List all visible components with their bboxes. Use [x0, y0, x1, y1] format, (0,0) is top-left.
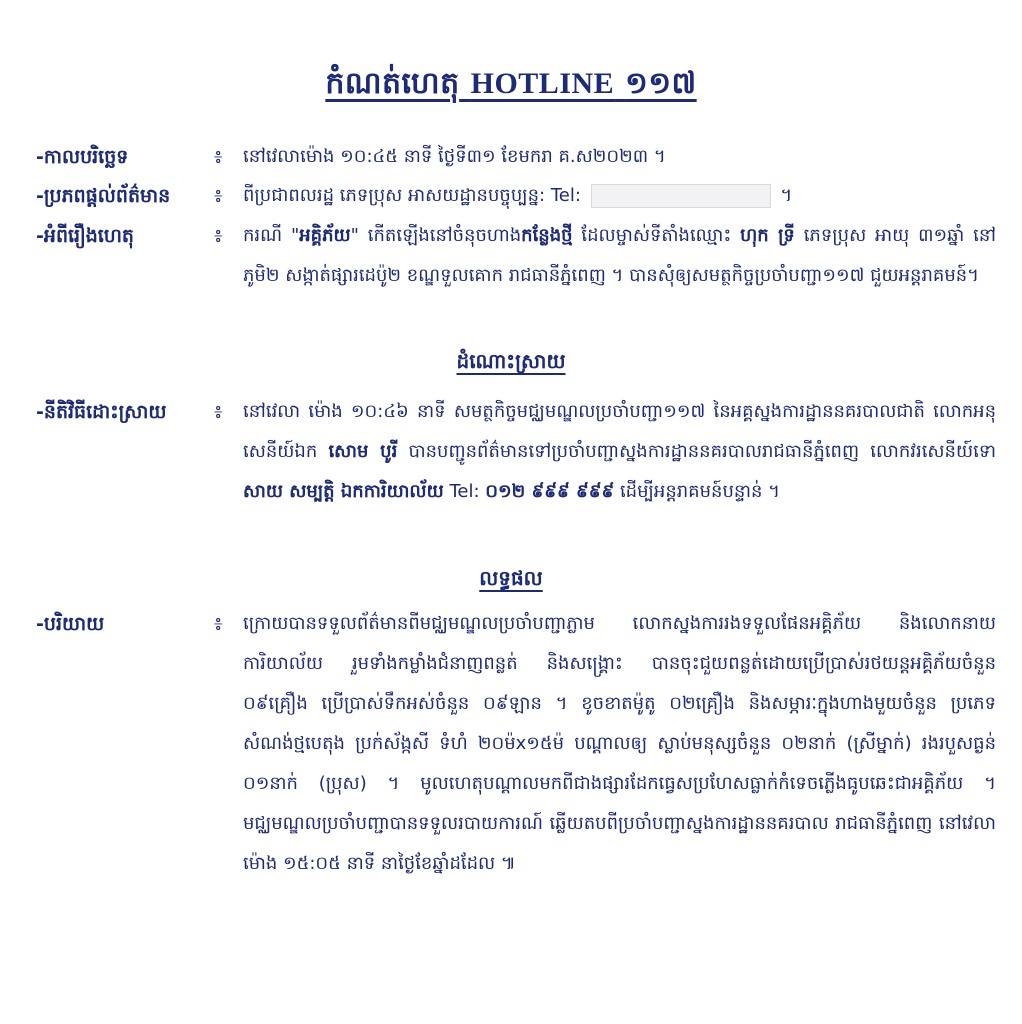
solution-officer1: សោម បូរី — [328, 441, 398, 462]
title-hotline: HOTLINE — [470, 67, 615, 100]
field-time-text: នៅវេលាម៉ោង ១០:៤៥ នាទី ថ្ងៃទី៣១ ខែមករា គ.ស២០២៣ ។ — [243, 146, 666, 167]
field-incident-colon: ៖ — [214, 225, 223, 247]
incident-text-c: ដែលម្ចាស់ទីតាំងឈ្មោះ — [572, 225, 741, 246]
field-solution-colon: ៖ — [214, 401, 223, 423]
incident-text-a: ករណី " — [243, 225, 300, 246]
solution-text-c: Tel: — [443, 481, 486, 502]
incident-text-d: ភេទប្រុស អាយុ ៣១ឆ្នាំ នៅភូមិ២ សង្កាត់ផ្សារដេប៉ូ២ ខណ្ឌទួលគោក រាជធានីភ្នំពេញ ។ បានសុំឲ្យសមត្ថកិច្ចប្រចាំបញ្ជា១១៧ ជួយអន្តរាគមន៍។ — [243, 225, 997, 286]
solution-tel: ០១២ ៩៩៩ ៩៩៩ — [485, 481, 615, 502]
solution-text-d: ដើម្បីអន្តរាគមន៍បន្ទាន់ ។ — [614, 481, 781, 502]
incident-text-b: " កើតឡើងនៅចំនុចហាង — [350, 225, 522, 246]
solution-text-a: នៅវេលា ម៉ោង ១០:៤៦ នាទី សមត្ថកិច្ចមជ្ឈមណ្ឌលប្រចាំបញ្ជា១១៧ នៃអគ្គស្នងការដ្ឋាននគរបាលជាតិ លោកអនុសេនីយ៍ឯក — [243, 401, 996, 462]
informant-text: ពីប្រជាពលរដ្ឋ ភេទប្រុស អាសយដ្ឋានបច្ចុប្បន្ន: Tel: — [243, 185, 581, 206]
section-heading-solution: ដំណោះស្រាយ — [456, 349, 566, 373]
field-result-colon: ៖ — [214, 613, 223, 635]
title-number: ១១៧ — [625, 66, 697, 101]
field-incident-label: -អំពីរឿងហេតុ — [36, 225, 134, 247]
field-time-value — [243, 137, 996, 177]
document-title — [0, 64, 1022, 108]
incident-fire: អគ្គិភ័យ — [299, 225, 351, 246]
field-informant-colon: ៖ — [214, 185, 223, 207]
field-incident-value — [243, 216, 996, 296]
field-time-colon: ៖ — [214, 146, 223, 168]
result-text: ក្រោយបានទទួលព័ត៌មានពីមជ្ឈមណ្ឌលប្រចាំបញ្ជាភ្លាម លោកស្នងការរងទទួលផែនអគ្គិភ័យ និងលោកនាយការិយាល័យ រួមទាំងកម្លាំងជំនាញពន្លត់ និងសង្គ្រោះ បានចុះជួយពន្លត់ដោយប្រើប្រាស់រថយន្តអគ្គិភ័យចំនួន ០៩គ្រឿង ប្រើប្រាស់ទឹកអស់ចំនួន ០៩ឡាន ។ ខូចខាតម៉ូតូ ០២គ្រឿង និងសម្ភារៈក្នុងហាងមួយចំនួន ប្រភេទសំណង់ថ្មបេតុង ប្រក់ស័ង្កសី ទំហំ ២០ម៉x១៥ម៉ បណ្តាលឲ្យ ស្លាប់មនុស្សចំនួន ០២នាក់ (ស្រីម្នាក់) រងរបួសធ្ងន់ ០១នាក់ (ប្រុស) ។ មូលហេតុបណ្តាលមកពីជាងផ្សារដែកធ្វេសប្រហែសធ្លាក់កំទេចភ្លើងធូបឆេះជាអគ្គិភ័យ ។ មជ្ឈមណ្ឌលប្រចាំបញ្ជាបានទទួលរបាយការណ៍ ឆ្លើយតបពីប្រចាំបញ្ជាស្នងការដ្ឋាននគរបាល រាជធានីភ្នំពេញ នៅវេលាម៉ោង ១៥:០៥ នាទី នាថ្ងៃខែឆ្នាំដដែល ៕ — [243, 613, 996, 874]
field-result-label: -បរិយាយ — [36, 613, 105, 635]
field-result-value — [243, 604, 996, 884]
title-khmer: កំណត់ហេតុ — [325, 66, 460, 101]
field-solution-label: -នីតិវិធីដោះស្រាយ — [36, 401, 167, 423]
field-time-label: -កាលបរិច្ឆេទ — [36, 146, 129, 168]
informant-end: ។ — [780, 185, 793, 206]
solution-officer2: សាយ សម្បត្តិ ឯកការិយាល័យ — [243, 481, 444, 502]
solution-text-b: បានបញ្ជូនព័ត៌មានទៅប្រចាំបញ្ជាស្នងការដ្ឋាននគរបាលរាជធានីភ្នំពេញ លោកវរសេនីយ៍ទោ — [397, 441, 996, 462]
redacted-phone — [591, 184, 771, 208]
incident-shop: កន្លែងថ្មី — [521, 225, 573, 246]
field-informant-label: -ប្រភពផ្តល់ព័ត៌មាន — [36, 185, 171, 207]
section-heading-result: លទ្ធផល — [479, 566, 543, 590]
field-informant-value — [243, 176, 996, 216]
field-solution-value — [243, 392, 996, 512]
incident-owner: ហុក ទ្រី — [740, 225, 795, 246]
